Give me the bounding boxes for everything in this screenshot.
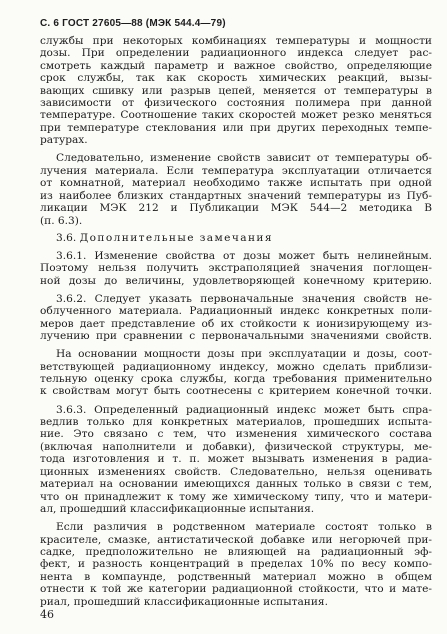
text-line: лучения материала. Если температура эксплуатации отличается <box>40 164 432 177</box>
text-line: тода изготовления и т. п. может вызывать изменения в радиа- <box>40 453 432 466</box>
text-line: при температуре стеклования или при других переходных темпе- <box>40 121 432 134</box>
text-line: Следовательно, изменение свойств зависит от температуры об- <box>56 152 432 165</box>
text-line: облученного материала. Радиационный индекс конкретных поли- <box>40 305 432 318</box>
text-line: меров дает представление об их стойкости к ионизирующему из- <box>40 317 432 330</box>
text-line: ведлив только для конкретных материалов, прошедших испыта- <box>40 416 432 429</box>
text-line: отнести к той же категории радиационной стойкости, что и мате- <box>40 583 432 596</box>
text-line: риал, прошедший классификационные испытания. <box>40 595 328 608</box>
text-line: ной дозы до величины, удовлетворяющей конечному критерию. <box>40 274 432 287</box>
text-line: срок службы, так как скорость химических реакций, вызы- <box>40 72 432 85</box>
text-line: фект, и разность концентраций в пределах 10% по весу компо- <box>40 558 432 571</box>
text-line: от комнатной, материал необходимо также испытать при одной <box>40 177 432 190</box>
text-line: Если различия в родственном материале состоят только в <box>56 521 432 534</box>
text-line: ветствующей радиационному индексу, можно сделать приблизи- <box>40 360 432 373</box>
text-line: лучению при сравнении с первоначальными значениями свойств. <box>40 330 432 343</box>
text-line: Поэтому нельзя получить экстраполяцией значения поглощен- <box>40 262 432 275</box>
text-line: зависимости от физического состояния полимера при данной <box>40 97 432 110</box>
text-line: к свойствам могут быть соотнесены с критерием конечной точки. <box>40 385 432 398</box>
text-line: красителе, смазке, антистатической добавке или негорючей при- <box>40 533 432 546</box>
text-line: (п. 6.3). <box>40 214 83 227</box>
section-heading <box>56 232 273 244</box>
text-line: тельную оценку срока службы, когда требования применительно <box>40 373 432 386</box>
text-line: садке, предположительно не влияющей на радиационный эф- <box>40 545 432 558</box>
section-title: Дополнительные замечания <box>79 231 273 244</box>
text-line: из наиболее близких стандартных значений температуры из Пуб- <box>40 189 432 202</box>
text-line: ратурах. <box>40 134 88 147</box>
text-line: 3.6.1. Изменение свойства от дозы может быть нелинейным. <box>56 249 432 262</box>
text-line: дозы. При определении радиационного индекса следует рас- <box>40 47 432 60</box>
text-line: температуре. Соотношение таких скоростей может резко меняться <box>40 109 432 122</box>
page-header: С. 6 ГОСТ 27605—88 (МЭК 544.4—79) <box>40 18 226 29</box>
text-line: ликации МЭК 212 и Публикации МЭК 544—2 методика В <box>40 202 432 215</box>
text-line: На основании мощности дозы при эксплуатации и дозы, соот- <box>56 348 432 361</box>
text-line: вающих сшивку или разрыв цепей, меняется от температуры в <box>40 84 432 97</box>
text-line: 3.6.3. Определенный радиационный индекс может быть спра- <box>56 403 432 416</box>
text-line: 3.6.2. Следует указать первоначальные значения свойств не- <box>56 292 432 305</box>
text-line: ал, прошедший классификационные испытания. <box>40 502 315 515</box>
text-line: нента в компаунде, родственный материал можно в общем <box>40 570 432 583</box>
text-line: материал на основании имеющихся данных только в связи с тем, <box>40 478 432 491</box>
text-line: службы при некоторых комбинациях температуры и мощности <box>40 35 432 47</box>
section-number: 3.6. <box>56 231 77 244</box>
text-line: смотреть каждый параметр и важное свойство, определяющие <box>40 59 432 72</box>
text-line: что он принадлежит к тому же химическому типу, что и матери- <box>40 490 432 503</box>
text-line: ние. Это связано с тем, что изменения химического состава <box>40 428 432 441</box>
text-line: (включая наполнители и добавки), физической структуры, ме- <box>40 440 432 453</box>
page-number: 46 <box>40 608 54 621</box>
text-line: ционных изменениях свойств. Следовательно, нельзя оценивать <box>40 465 432 478</box>
